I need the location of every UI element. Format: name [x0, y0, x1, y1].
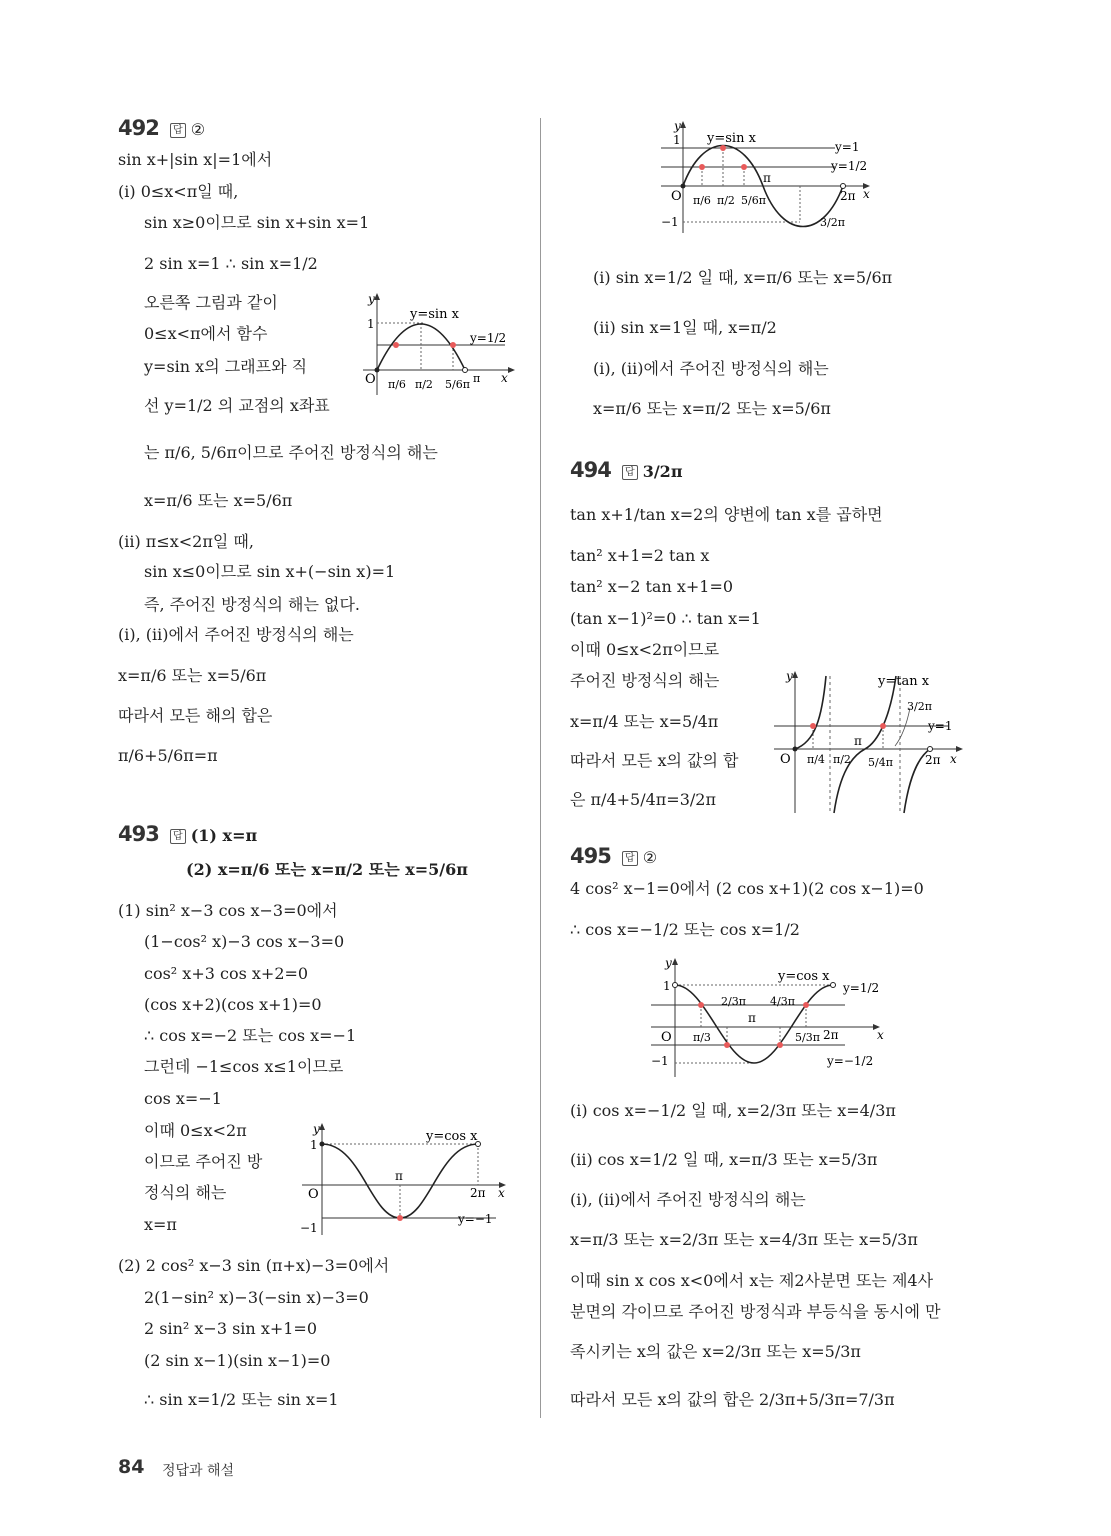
solution-line: x=π/6 또는 x=π/2 또는 x=5/6π: [593, 399, 831, 418]
line-label-1: y=1: [928, 719, 953, 733]
tick-2-3-pi: 2/3π: [721, 995, 746, 1008]
tick-pi: π: [748, 1011, 756, 1025]
solution-line: (ⅰ), (ⅱ)에서 주어진 방정식의 해는: [118, 625, 354, 644]
solution-line: 4 cos² x−1=0에서 (2 cos x+1)(2 cos x−1)=0: [570, 879, 924, 898]
solution-line: (2 sin x−1)(sin x−1)=0: [144, 1351, 331, 1370]
answer-text: ②: [190, 120, 206, 139]
line-label-half: y=1/2: [843, 981, 880, 995]
solution-line: ∴ cos x=−2 또는 cos x=−1: [144, 1026, 357, 1045]
solution-line: (ⅰ) cos x=−1/2 일 때, x=2/3π 또는 x=4/3π: [570, 1101, 896, 1120]
curve-label: y=tan x: [878, 674, 930, 689]
solution-line: (ⅰ), (ⅱ)에서 주어진 방정식의 해는: [593, 359, 829, 378]
solution-line: 이때 sin x cos x<0에서 x는 제2사분면 또는 제4사: [570, 1271, 934, 1290]
tick-label: π/2: [833, 753, 851, 766]
answer-text: (1) x=π: [190, 826, 258, 845]
origin-label: O: [661, 1030, 672, 1045]
solution-line: 그런데 −1≤cos x≤1이므로: [144, 1057, 344, 1076]
sine-graph-492: [355, 290, 520, 405]
curve-label: y=cos x: [426, 1129, 478, 1144]
answer-text: ②: [642, 848, 658, 867]
solution-line: y=sin x의 그래프와 직: [144, 357, 308, 376]
solution-line: x=π/3 또는 x=2/3π 또는 x=4/3π 또는 x=5/3π: [570, 1230, 918, 1249]
solution-line: 즉, 주어진 방정식의 해는 없다.: [144, 595, 360, 614]
tick-label: π/6: [693, 194, 711, 207]
solution-line: 선 y=1/2 의 교점의 x좌표: [144, 396, 330, 415]
solution-line: tan² x+1=2 tan x: [570, 546, 710, 565]
tick-2pi: 2π: [840, 189, 856, 203]
solution-line: (ⅰ), (ⅱ)에서 주어진 방정식의 해는: [570, 1190, 806, 1209]
page-number: 84: [118, 1456, 145, 1478]
answer-text-2: (2) x=π/6 또는 x=π/2 또는 x=5/6π: [186, 860, 468, 879]
solution-line: 따라서 모든 x의 값의 합은 2/3π+5/3π=7/3π: [570, 1390, 895, 1409]
solution-line: ∴ cos x=−1/2 또는 cos x=1/2: [570, 920, 800, 939]
tick-5-3-pi: 5/3π: [795, 1031, 820, 1044]
origin-label: O: [671, 189, 682, 204]
axis-label-x: x: [877, 1028, 884, 1042]
tick-one: 1: [663, 979, 671, 993]
origin-label: O: [365, 372, 376, 387]
problem-number: 494: [570, 458, 611, 482]
tangent-graph-494: [770, 668, 970, 818]
problem-495-header: [570, 846, 657, 868]
solution-line: 은 π/4+5/4π=3/2π: [570, 790, 716, 809]
tick-pi: π: [395, 1169, 403, 1183]
axis-label-x: x: [501, 371, 508, 385]
tick-one: 1: [673, 133, 681, 147]
tick-one: 1: [367, 317, 375, 331]
problem-493-header: [118, 824, 257, 846]
tick-label: 5/4π: [868, 756, 893, 769]
solution-line: tan² x−2 tan x+1=0: [570, 577, 734, 596]
origin-label: O: [780, 752, 791, 767]
line-label-minus-half: y=−1/2: [827, 1054, 874, 1068]
answer-badge: 답: [622, 465, 638, 480]
solution-line: 분면의 각이므로 주어진 방정식과 부등식을 동시에 만: [570, 1302, 941, 1321]
footer-label: 정답과 해설: [162, 1463, 235, 1479]
solution-line: 따라서 모든 해의 합은: [118, 706, 273, 725]
line-label-half: y=1/2: [831, 159, 868, 173]
solution-line: (2) 2 cos² x−3 sin (π+x)−3=0에서: [118, 1256, 390, 1275]
solution-line: (1) sin² x−3 cos x−3=0에서: [118, 901, 338, 920]
solution-line: 족시키는 x의 값은 x=2/3π 또는 x=5/3π: [570, 1342, 861, 1361]
tick-label: 5/6π: [741, 194, 766, 207]
solution-line: sin x+|sin x|=1에서: [118, 150, 273, 169]
solution-line: 이때 0≤x<2π이므로: [570, 640, 720, 659]
tick-label: π: [473, 372, 481, 385]
tick-4-3-pi: 4/3π: [770, 995, 795, 1008]
solution-line: 정식의 해는: [144, 1183, 227, 1202]
answer-text: 3/2π: [642, 462, 683, 481]
tick-label: π/2: [415, 378, 433, 391]
solution-line: π/6+5/6π=π: [118, 746, 218, 765]
solution-line: cos x=−1: [144, 1089, 222, 1108]
axis-label-x: x: [950, 752, 957, 766]
axis-label-x: x: [863, 187, 870, 201]
line-label-1: y=1: [835, 140, 860, 154]
solution-line: x=π/6 또는 x=5/6π: [144, 491, 293, 510]
solution-line: x=π/4 또는 x=5/4π: [570, 712, 719, 731]
solution-line: (tan x−1)²=0 ∴ tan x=1: [570, 609, 761, 628]
axis-label-x: x: [498, 1186, 505, 1200]
solution-line: (ⅱ) π≤x<2π일 때,: [118, 532, 254, 551]
solution-line: (cos x+2)(cos x+1)=0: [144, 995, 322, 1014]
cosine-graph-495: [645, 955, 890, 1080]
curve-label: y=sin x: [410, 307, 459, 322]
solution-line: (ⅰ) 0≤x<π일 때,: [118, 182, 239, 201]
solution-line: (ⅱ) sin x=1일 때, x=π/2: [593, 318, 777, 337]
curve-label: y=sin x: [707, 131, 756, 146]
answer-badge: 답: [622, 851, 638, 866]
line-label: y=1/2: [470, 331, 507, 345]
solution-line: (ⅱ) cos x=1/2 일 때, x=π/3 또는 x=5/3π: [570, 1150, 878, 1169]
tick-label: π/6: [388, 378, 406, 391]
answer-badge: 답: [170, 123, 186, 138]
problem-number: 495: [570, 844, 611, 868]
problem-number: 492: [118, 116, 159, 140]
solution-line: 0≤x<π에서 함수: [144, 324, 268, 343]
solution-line: 는 π/6, 5/6π이므로 주어진 방정식의 해는: [144, 443, 438, 462]
tick-minus-one: −1: [300, 1221, 318, 1235]
axis-label-y: y: [674, 119, 681, 133]
column-divider: [540, 118, 541, 1418]
tick-pi: π: [763, 171, 771, 185]
answer-badge: 답: [170, 829, 186, 844]
axis-label-y: y: [786, 669, 793, 683]
line-label: y=−1: [458, 1212, 493, 1226]
solution-line: 이때 0≤x<2π: [144, 1121, 247, 1140]
solution-line: tan x+1/tan x=2의 양변에 tan x를 곱하면: [570, 505, 883, 524]
tick-3-2-pi: 3/2π: [907, 700, 932, 713]
solution-line: (1−cos² x)−3 cos x−3=0: [144, 932, 345, 951]
solution-line: x=π: [144, 1215, 177, 1234]
solution-line: 오른쪽 그림과 같이: [144, 293, 278, 312]
solution-line: (ⅰ) sin x=1/2 일 때, x=π/6 또는 x=5/6π: [593, 268, 893, 287]
cosine-graph-493: [296, 1120, 521, 1240]
solution-line: sin x≤0이므로 sin x+(−sin x)=1: [144, 562, 396, 581]
tick-2pi: 2π: [470, 1186, 486, 1200]
solution-line: 2 sin² x−3 sin x+1=0: [144, 1319, 318, 1338]
curve-label: y=cos x: [778, 969, 830, 984]
solution-line: 2(1−sin² x)−3(−sin x)−3=0: [144, 1288, 369, 1307]
problem-492-header: [118, 118, 205, 140]
axis-label-y: y: [665, 956, 672, 970]
tick-minus-one: −1: [661, 215, 679, 229]
solution-line: sin x≥0이므로 sin x+sin x=1: [144, 213, 370, 232]
solution-line: 따라서 모든 x의 값의 합: [570, 751, 739, 770]
tick-label: 5/6π: [445, 378, 470, 391]
problem-494-header: [570, 460, 683, 482]
tick-label: π/2: [717, 194, 735, 207]
tick-one: 1: [310, 1138, 318, 1152]
problem-number: 493: [118, 822, 159, 846]
solution-line: 2 sin x=1 ∴ sin x=1/2: [144, 254, 318, 273]
sine-graph-493-2: [655, 118, 880, 243]
axis-label-y: y: [313, 1122, 320, 1136]
tick-pi-3: π/3: [693, 1031, 711, 1044]
solution-line: 주어진 방정식의 해는: [570, 671, 720, 690]
tick-minus-one: −1: [651, 1054, 669, 1068]
tick-2pi: 2π: [925, 753, 941, 767]
tick-label: π/4: [807, 753, 825, 766]
solution-line: 이므로 주어진 방: [144, 1152, 263, 1171]
solution-line: cos² x+3 cos x+2=0: [144, 964, 309, 983]
tick-pi: π: [854, 734, 862, 748]
tick-2pi: 2π: [823, 1028, 839, 1042]
solution-line: ∴ sin x=1/2 또는 sin x=1: [144, 1390, 339, 1409]
axis-label-y: y: [368, 292, 375, 306]
solution-line: x=π/6 또는 x=5/6π: [118, 666, 267, 685]
tick-3-2-pi: 3/2π: [820, 216, 845, 229]
origin-label: O: [308, 1187, 319, 1202]
